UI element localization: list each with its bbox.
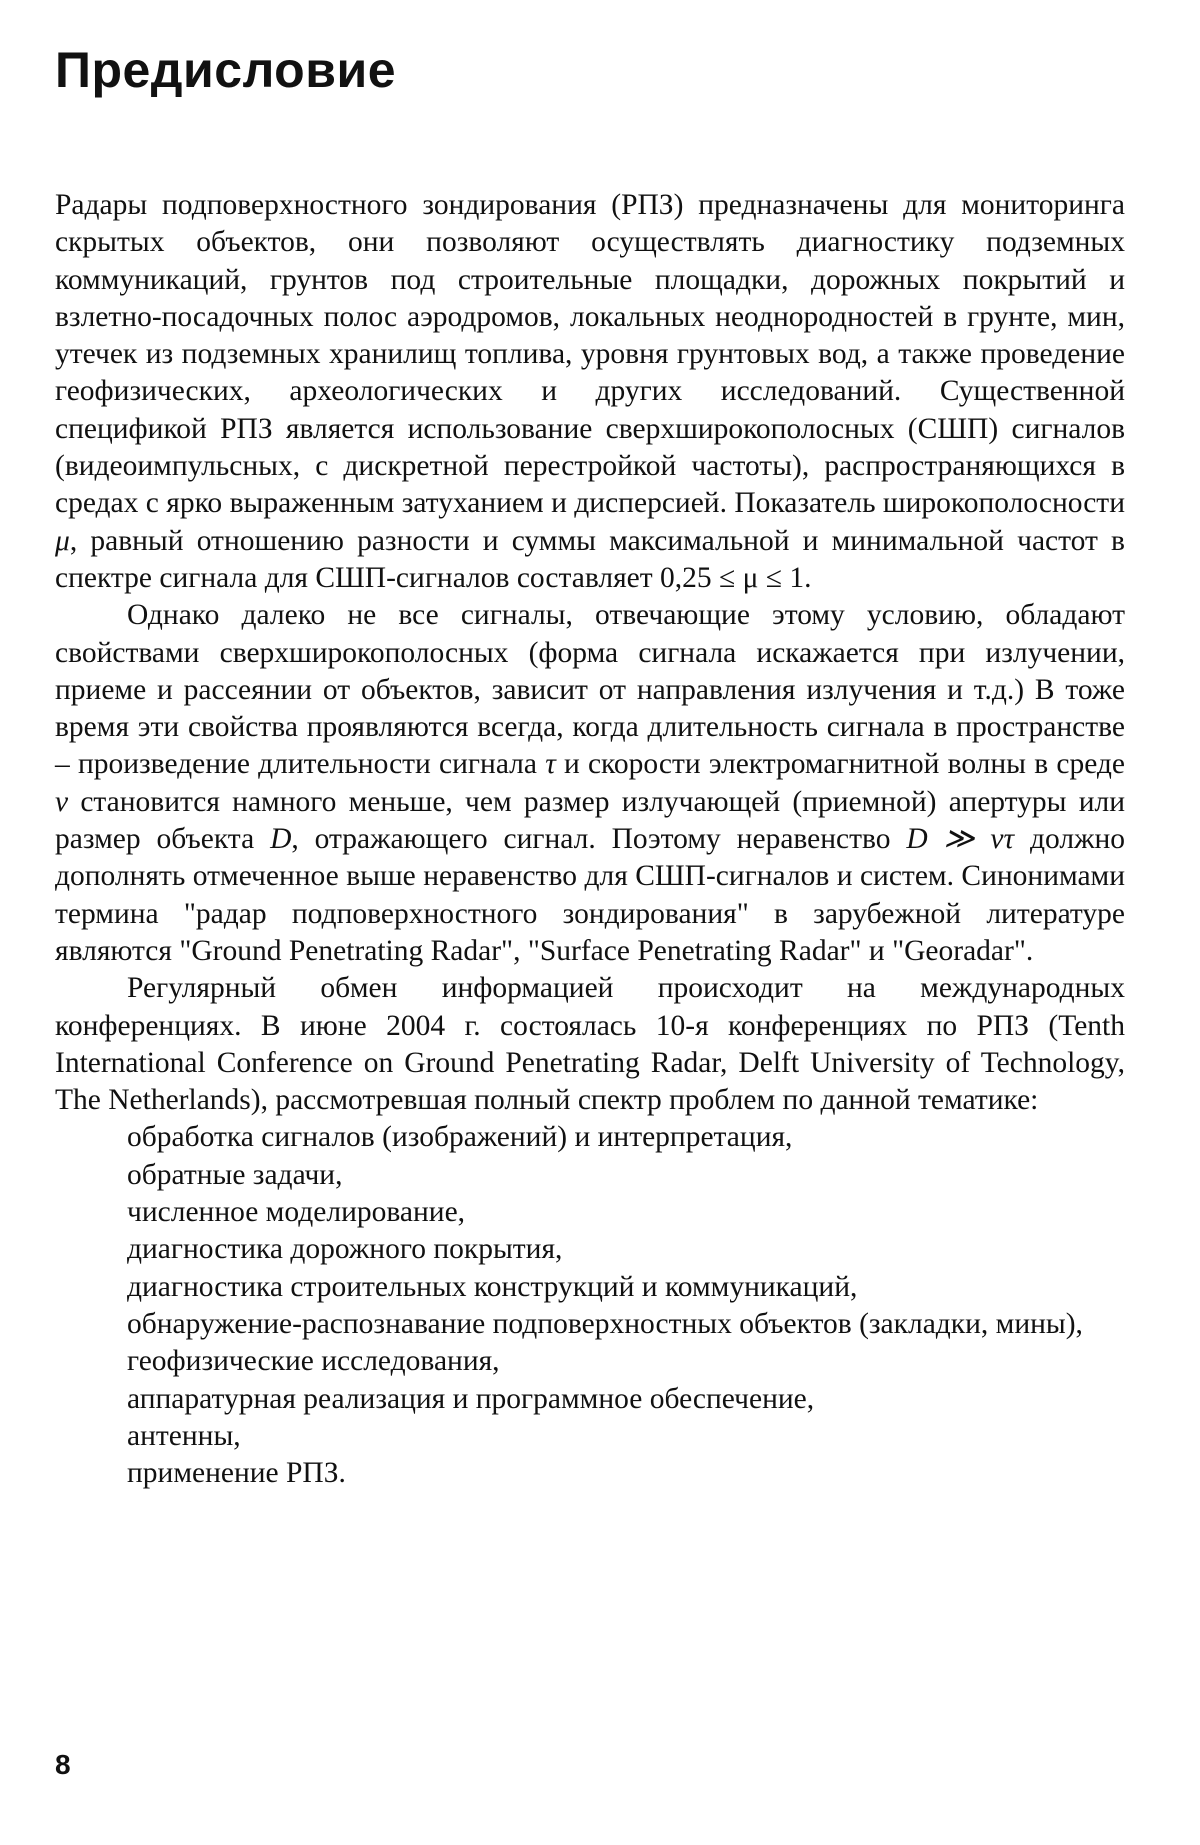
mu-symbol: μ bbox=[55, 524, 70, 557]
topics-list bbox=[55, 1119, 1125, 1492]
page-heading: Предисловие bbox=[55, 42, 396, 98]
tau-symbol: τ bbox=[545, 748, 556, 781]
paragraph-signals-text-2: и скорости электромагнитной волны в среде bbox=[555, 748, 1125, 781]
inequality-formula: D ≫ vτ bbox=[906, 823, 1015, 856]
paragraph-intro-text-2: , равный отношению разности и суммы максимальной и минимальной частот в спектре сигнала для СШП-сигналов составляет bbox=[55, 524, 1125, 594]
v-symbol: v bbox=[55, 785, 69, 818]
paragraph-signals bbox=[55, 597, 1125, 970]
list-item: диагностика дорожного покрытия, bbox=[127, 1233, 563, 1266]
paragraph-signals-text-1: Однако далеко не все сигналы, отвечающие этому условию, обладают свойствами сверхширокополосных (форма сигнала искажается при излучении, приеме и рассеянии от объектов, зависит от направления излучения и т.д.) В тоже время эти свойства проявляются всегда, когда длительность сигнала в пространстве – произведение длительности сигнала bbox=[55, 599, 1125, 781]
list-item: обнаружение-распознавание подповерхностных объектов (закладки, мины), bbox=[127, 1307, 1083, 1340]
bandwidth-range: 0,25 ≤ μ ≤ 1 bbox=[660, 561, 805, 594]
list-item: обратные задачи, bbox=[127, 1158, 343, 1191]
paragraph-signals-text-5: должно дополнять отмеченное выше неравенство для СШП-сигналов и систем. Синонимами термина "радар подповерхностного зондирования" в зарубежной литературе являются "Ground Penetrating Radar", "Surface Penetrating Radar" и "Georadar". bbox=[55, 823, 1125, 967]
paragraph-conference: Регулярный обмен информацией происходит на международных конференциях. В июне 2004 г. состоялась 10-я конференциях по РПЗ (Tenth International Conference on Ground Penetrating Radar, Delft University of Technology, The Netherlands), рассмотревшая полный спектр проблем по данной тематике: bbox=[55, 972, 1125, 1117]
list-item: применение РПЗ. bbox=[127, 1457, 346, 1490]
list-item: антенны, bbox=[127, 1419, 241, 1452]
page-number: 8 bbox=[55, 1749, 71, 1780]
list-item: аппаратурная реализация и программное обеспечение, bbox=[127, 1382, 815, 1415]
list-item: численное моделирование, bbox=[127, 1196, 466, 1229]
paragraph-intro-text-1: Радары подповерхностного зондирования (РПЗ) предназначены для мониторинга скрытых объектов, они позволяют осуществлять диагностику подземных коммуникаций, грунтов под строительные площадки, дорожных покрытий и взлетно-посадочных полос аэродромов, локальных неоднородностей в грунте, мин, утечек из подземных хранилищ топлива, уровня грунтовых вод, а также проведение геофизических, археологических и других исследований. Существенной спецификой РПЗ является использование сверхширокополосных (СШП) сигналов (видеоимпульсных, с дискретной перестройкой частоты), распространяющихся в средах с ярко выраженным затуханием и дисперсией. Показатель широкополосности bbox=[55, 189, 1125, 520]
list-item: диагностика строительных конструкций и коммуникаций, bbox=[127, 1270, 858, 1303]
body-text bbox=[55, 187, 1125, 1492]
list-item: геофизические исследования, bbox=[127, 1345, 500, 1378]
paragraph-signals-text-4: , отражающего сигнал. Поэтому неравенство bbox=[291, 823, 907, 856]
paragraph-signals-text-3: становится намного меньше, чем размер излучающей (приемной) апертуры или размер объекта bbox=[55, 785, 1125, 856]
list-item: обработка сигналов (изображений) и интерпретация, bbox=[127, 1121, 793, 1154]
d-symbol: D bbox=[270, 823, 292, 856]
paragraph-intro bbox=[55, 187, 1125, 597]
paragraph-intro-text-3: . bbox=[804, 561, 812, 594]
